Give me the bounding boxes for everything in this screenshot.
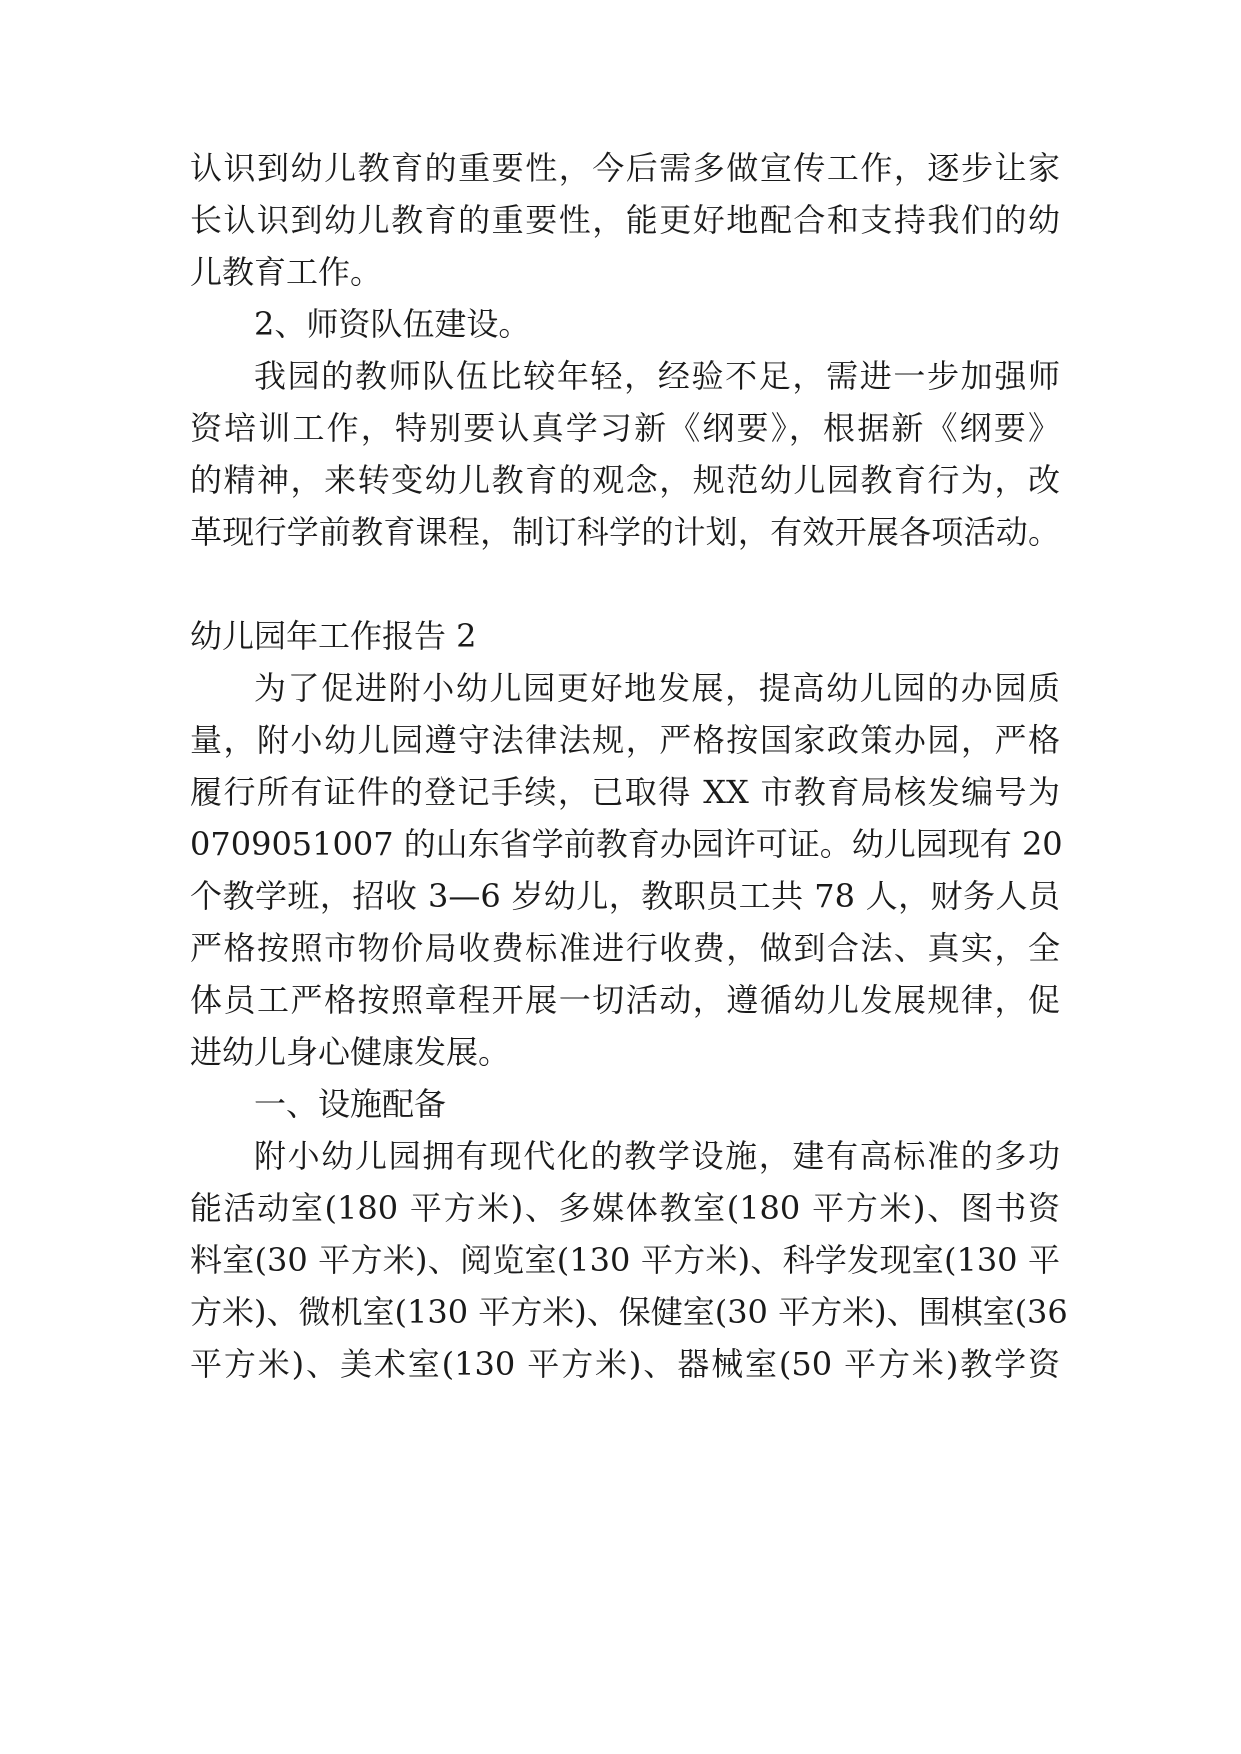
paragraph-line: 能活动室(180 平方米)、多媒体教室(180 平方米)、图书资 — [190, 1189, 1060, 1227]
paragraph-line: 量，附小幼儿园遵守法律法规，严格按国家政策办园，严格 — [190, 721, 1060, 759]
paragraph-line: 认识到幼儿教育的重要性，今后需多做宣传工作，逐步让家 — [190, 149, 1060, 187]
paragraph-line: 严格按照市物价局收费标准进行收费，做到合法、真实，全 — [190, 929, 1060, 967]
paragraph-line: 资培训工作，特别要认真学习新《纲要》，根据新《纲要》 — [190, 409, 1060, 447]
paragraph-line: 长认识到幼儿教育的重要性，能更好地配合和支持我们的幼 — [190, 201, 1060, 239]
item-heading: 2、师资队伍建设。 — [254, 305, 531, 343]
paragraph-line: 附小幼儿园拥有现代化的教学设施，建有高标准的多功 — [254, 1137, 1060, 1175]
paragraph-line: 为了促进附小幼儿园更好地发展，提高幼儿园的办园质 — [254, 669, 1060, 707]
paragraph-line: 平方米)、美术室(130 平方米)、器械室(50 平方米)教学资 — [190, 1345, 1060, 1383]
paragraph-line: 的精神，来转变幼儿教育的观念，规范幼儿园教育行为，改 — [190, 461, 1060, 499]
paragraph-line: 体员工严格按照章程开展一切活动，遵循幼儿发展规律，促 — [190, 981, 1060, 1019]
section-heading: 一、设施配备 — [254, 1085, 447, 1123]
paragraph-line: 方米)、微机室(130 平方米)、保健室(30 平方米)、围棋室(36 — [190, 1293, 1068, 1331]
paragraph-line: 革现行学前教育课程，制订科学的计划，有效开展各项活动。 — [190, 513, 1060, 551]
paragraph-line: 履行所有证件的登记手续，已取得 XX 市教育局核发编号为 — [190, 773, 1060, 811]
paragraph-line: 0709051007 的山东省学前教育办园许可证。幼儿园现有 20 — [190, 825, 1063, 863]
report-title: 幼儿园年工作报告 2 — [190, 617, 477, 655]
paragraph-line: 进幼儿身心健康发展。 — [190, 1033, 511, 1071]
paragraph-line: 个教学班，招收 3—6 岁幼儿，教职员工共 78 人，财务人员 — [190, 877, 1060, 915]
paragraph-line: 我园的教师队伍比较年轻，经验不足，需进一步加强师 — [254, 357, 1060, 395]
paragraph-line: 料室(30 平方米)、阅览室(130 平方米)、科学发现室(130 平 — [190, 1241, 1060, 1279]
paragraph-line: 儿教育工作。 — [190, 253, 383, 291]
